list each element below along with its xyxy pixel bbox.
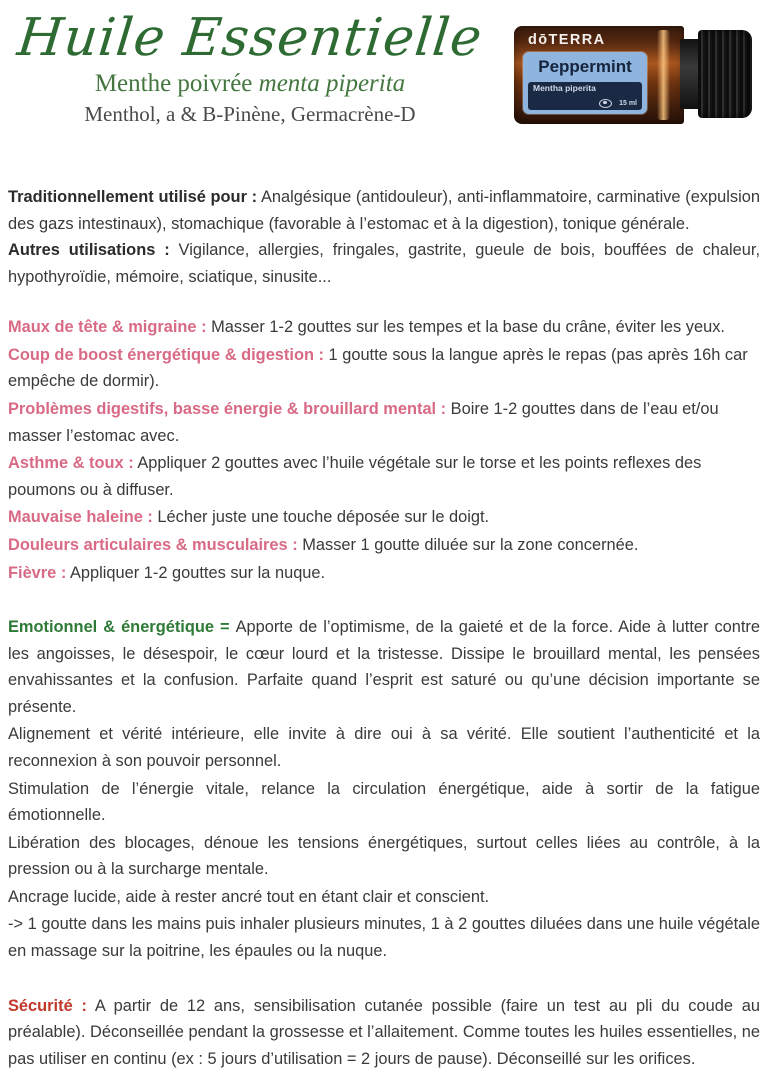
bottle-label-panel (523, 52, 647, 114)
traditional-uses-paragraph (8, 184, 760, 237)
bottle-volume: 15 ml (619, 100, 637, 107)
application-label: Fièvre : (8, 563, 67, 582)
safety-text: A partir de 12 ans, sensibilisation cutanée possible (faire un test au pli du coude au préalable). Déconseillée pendant la grossesse et l’allaitement. Comme toutes les huiles essentielles, ne pas utiliser en continu (ex : 5 jours d’utilisation = 2 jours de pause). Déconseillé sur les orifices. (8, 996, 760, 1068)
application-label: Mauvaise haleine : (8, 508, 153, 527)
document-header (0, 0, 768, 170)
emotional-paragraph: Libération des blocages, dénoue les tensions énergétiques, surtout celles liées au contrôle, à la pression ou à la surcharge mentale. (8, 833, 760, 879)
bottle-product-name: Peppermint (538, 57, 632, 76)
application-item (8, 450, 760, 503)
bottle-cap (698, 30, 752, 118)
bottle-body (514, 26, 684, 124)
page-title: Huile Essentielle (14, 8, 486, 68)
emotional-section (8, 614, 760, 965)
application-item (8, 560, 760, 587)
other-uses-text: Vigilance, allergies, fringales, gastrite, gueule de bois, bouffées de chaleur, hypothyroïdie, mémoire, sciatique, sinusite... (8, 241, 761, 286)
bottle-neck (680, 39, 700, 109)
emotional-paragraph: Alignement et vérité intérieure, elle invite à dire oui à sa vérité. Elle soutient l’authenticité et la reconnexion à son pouvoir personnel. (8, 725, 760, 770)
other-uses-label: Autres utilisations : (8, 241, 170, 260)
application-item (8, 532, 760, 559)
product-bottle-image (508, 8, 760, 160)
application-item (8, 504, 760, 531)
bottle-brand-text: dōTERRA (528, 32, 606, 48)
active-constituents: Menthol, a & B-Pinène, Germacrène-D (84, 101, 416, 126)
emotional-paragraph: Ancrage lucide, aide à rester ancré tout en étant clair et conscient. (8, 887, 490, 906)
bottle-label-footer (528, 82, 642, 110)
emotional-heading-separator: = (213, 618, 236, 637)
emotional-lead-text: Apporte de l’optimisme, de la gaieté et de la force. Aide à lutter contre les angoisses, le désespoir, le cœur lourd et la tristesse. Dissipe le brouillard mental, les pensées envahissantes et la confusion. Parfaite quand l’esprit est saturé ou qu’une décision importante se présente. (8, 618, 761, 716)
drop-icon (599, 99, 612, 108)
application-label: Asthme & toux : (8, 454, 134, 473)
bottle-latin-name: Mentha piperita (533, 83, 596, 93)
bottle-highlight-icon (657, 30, 670, 120)
header-title-block (0, 8, 500, 126)
latin-name-text: menta piperita (258, 70, 406, 97)
application-text: Lécher juste une touche déposée sur le doigt. (152, 508, 490, 527)
other-uses-paragraph (8, 237, 760, 290)
emotional-paragraph: Stimulation de l’énergie vitale, relance la circulation énergétique, aide à sortir de la fatigue émotionnelle. (8, 779, 760, 825)
application-label: Problèmes digestifs, basse énergie & brouillard mental : (8, 400, 447, 419)
document-body (0, 184, 768, 1072)
common-name-text: Menthe poivrée (94, 70, 259, 97)
emotional-lead-paragraph (8, 614, 760, 720)
application-text: Masser 1 goutte diluée sur la zone concernée. (297, 535, 639, 554)
application-text: Boire 1-2 gouttes dans de l’eau et/ou masser l’estomac avec. (8, 400, 719, 445)
traditional-uses-label: Traditionnellement utilisé pour : (8, 188, 258, 206)
application-text: 1 goutte sous la langue après le repas (pas après 16h car empêche de dormir). (8, 345, 748, 391)
traditional-uses-text: Analgésique (antidouleur), anti-inflammatoire, carminative (expulsion des gazs intestinaux), stomachique (favorable à l’estomac et à la digestion), tonique générale. (8, 188, 760, 233)
application-label: Maux de tête & migraine : (8, 318, 207, 337)
safety-paragraph (8, 993, 760, 1073)
emotional-usage-paragraph: -> 1 goutte dans les mains puis inhaler plusieurs minutes, 1 à 2 gouttes diluées dans une huile végétale en massage sur la poitrine, les épaules ou la nuque. (8, 915, 760, 961)
safety-section (8, 993, 760, 1073)
application-item (8, 396, 760, 449)
applications-section (8, 314, 760, 586)
plant-common-name (0, 70, 500, 99)
application-label: Coup de boost énergétique & digestion : (8, 345, 324, 364)
emotional-heading: Emotionnel & énergétique (8, 618, 214, 637)
application-text: Appliquer 1-2 gouttes sur la nuque. (66, 563, 326, 582)
application-text: Appliquer 2 gouttes avec l’huile végétale sur le torse et les points reflexes des poumons ou à diffuser. (8, 454, 702, 499)
application-item (8, 342, 760, 395)
intro-section (8, 184, 760, 290)
safety-label: Sécurité : (8, 996, 87, 1015)
application-item (8, 314, 760, 341)
application-text: Masser 1-2 gouttes sur les tempes et la base du crâne, éviter les yeux. (206, 318, 725, 337)
application-label: Douleurs articulaires & musculaires : (8, 535, 298, 554)
